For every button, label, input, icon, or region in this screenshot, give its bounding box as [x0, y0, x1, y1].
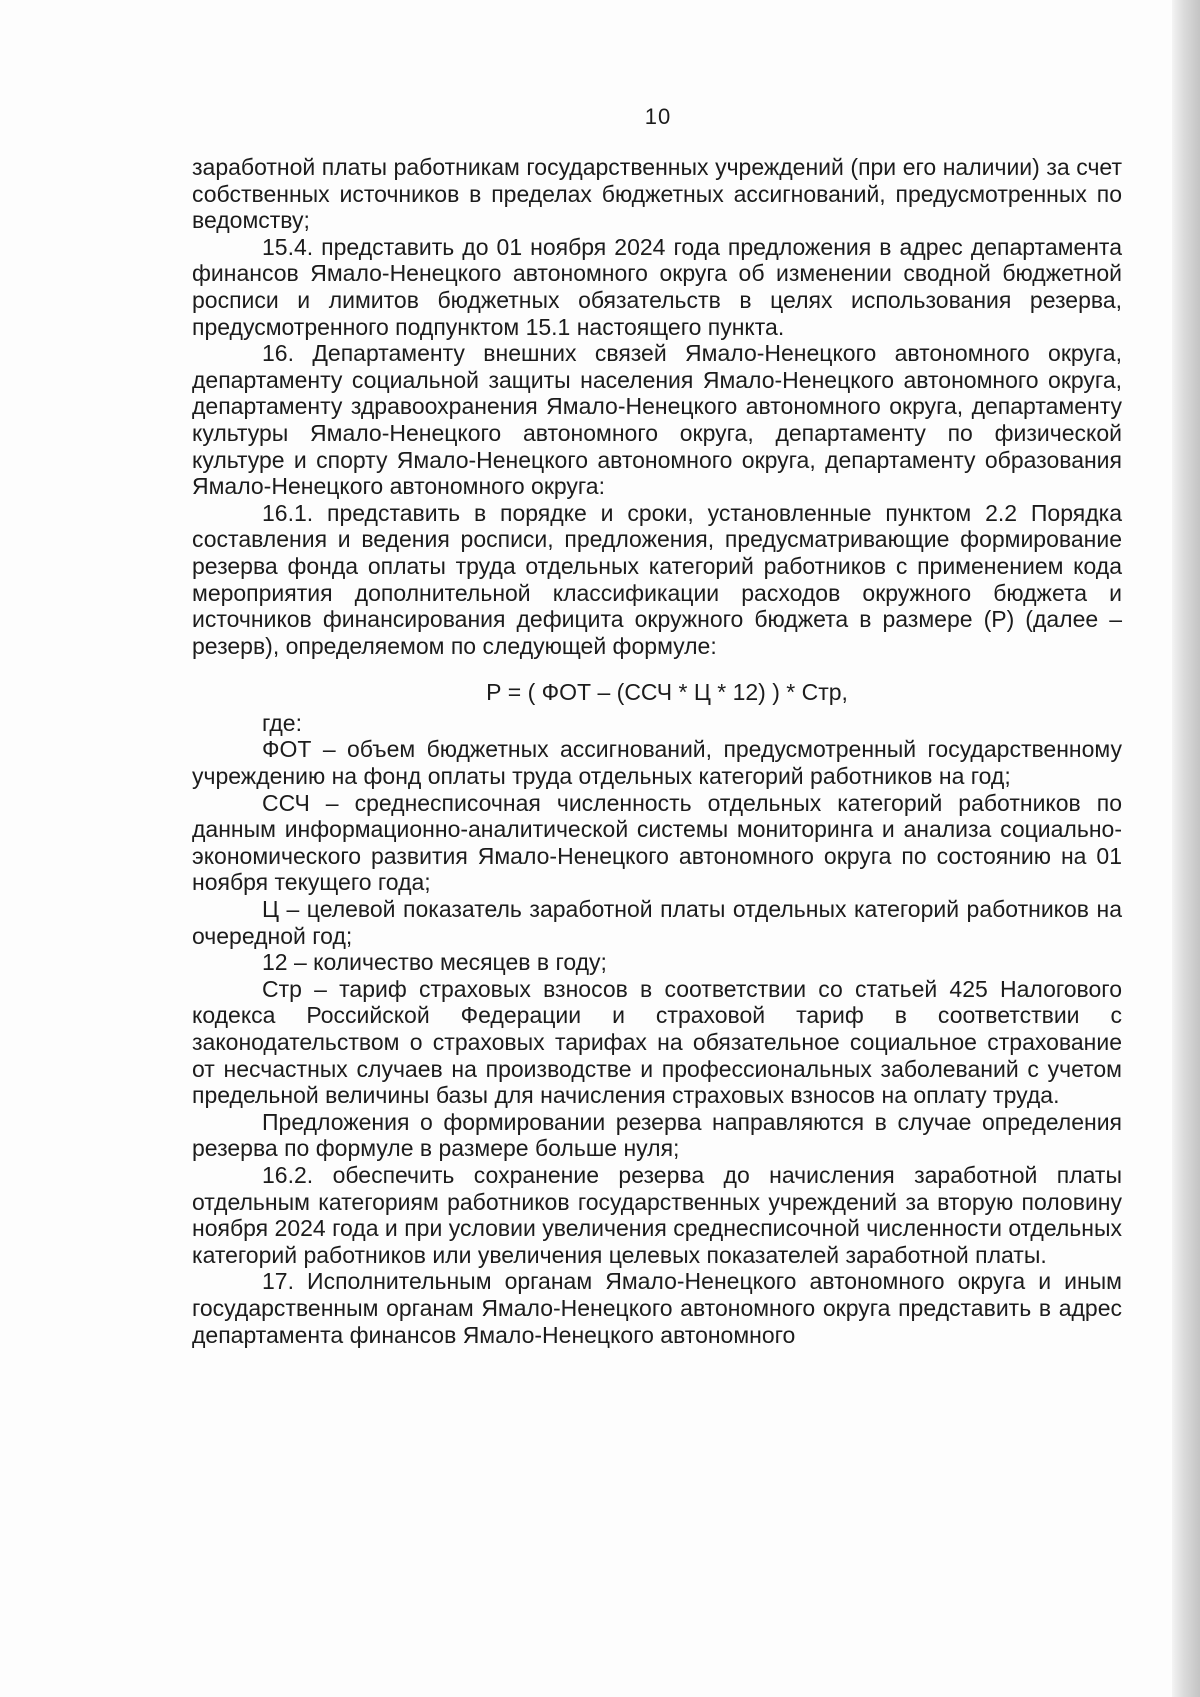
paragraph-proposals: Предложения о формировании резерва направляются в случае определения резерва по формуле в размере больше нуля; — [192, 1108, 1122, 1162]
definition-str: Стр – тариф страховых взносов в соответствии со статьей 425 Налогового кодекса Российской Федерации и страховой тариф в соответствии с законодательством о страховых тарифах на обязательное социальное страхование от несчастных случаев на производстве и профессиональных заболеваний с учетом предельной величины базы для начисления страховых взносов на оплату труда. — [192, 975, 1122, 1109]
definition-fot: ФОТ – объем бюджетных ассигнований, предусмотренный государственному учреждению на фонд оплаты труда отдельных категорий работников на год; — [192, 736, 1122, 790]
reserve-formula: Р = ( ФОТ – (ССЧ * Ц * 12) ) * Стр, — [486, 679, 848, 706]
document-body — [192, 154, 1122, 1348]
definition-months: 12 – количество месяцев в году; — [262, 949, 607, 976]
paragraph-17: 17. Исполнительным органам Ямало-Ненецкого автономного округа и иным государственным органам Ямало-Ненецкого автономного округа представить в адрес департамента финансов Ямало-Ненецкого автономного — [192, 1268, 1122, 1348]
page-number: 10 — [644, 104, 672, 129]
definition-ssch: ССЧ – среднесписочная численность отдельных категорий работников по данным информационно-аналитической системы мониторинга и анализа социально-экономического развития Ямало-Ненецкого автономного округа по состоянию на 01 ноября текущего года; — [192, 789, 1122, 896]
paragraph-continuation: заработной платы работникам государственных учреждений (при его наличии) за счет собственных источников в пределах бюджетных ассигнований, предусмотренных по ведомству; — [192, 154, 1122, 234]
paragraph-16-1: 16.1. представить в порядке и сроки, установленные пунктом 2.2 Порядка составления и ведения росписи, предложения, предусматривающие формирование резерва фонда оплаты труда отдельных категорий работников с применением кода мероприятия дополнительной классификации расходов окружного бюджета и источников финансирования дефицита окружного бюджета в размере (Р) (далее – резерв), определяемом по следующей формуле: — [192, 499, 1122, 659]
definition-ts: Ц – целевой показатель заработной платы отдельных категорий работников на очередной год; — [192, 896, 1122, 949]
definition-intro: где: — [262, 709, 302, 736]
page-edge-shadow — [1172, 0, 1200, 1697]
paragraph-16: 16. Департаменту внешних связей Ямало-Ненецкого автономного округа, департаменту социальной защиты населения Ямало-Ненецкого автономного округа, департаменту здравоохранения Ямало-Ненецкого автономного округа, департаменту культуры Ямало-Ненецкого автономного округа, департаменту по физической культуре и спорту Ямало-Ненецкого автономного округа, департаменту образования Ямало-Ненецкого автономного округа: — [192, 340, 1122, 500]
paragraph-16-2: 16.2. обеспечить сохранение резерва до начисления заработной платы отдельным категориям работников государственных учреждений за вторую половину ноября 2024 года и при условии увеличения среднесписочной численности отдельных категорий работников или увеличения целевых показателей заработной платы. — [192, 1161, 1122, 1268]
paragraph-15-4: 15.4. представить до 01 ноября 2024 года предложения в адрес департамента финансов Ямало-Ненецкого автономного округа об изменении сводной бюджетной росписи и лимитов бюджетных обязательств в целях использования резерва, предусмотренного подпунктом 15.1 настоящего пункта. — [192, 233, 1122, 340]
